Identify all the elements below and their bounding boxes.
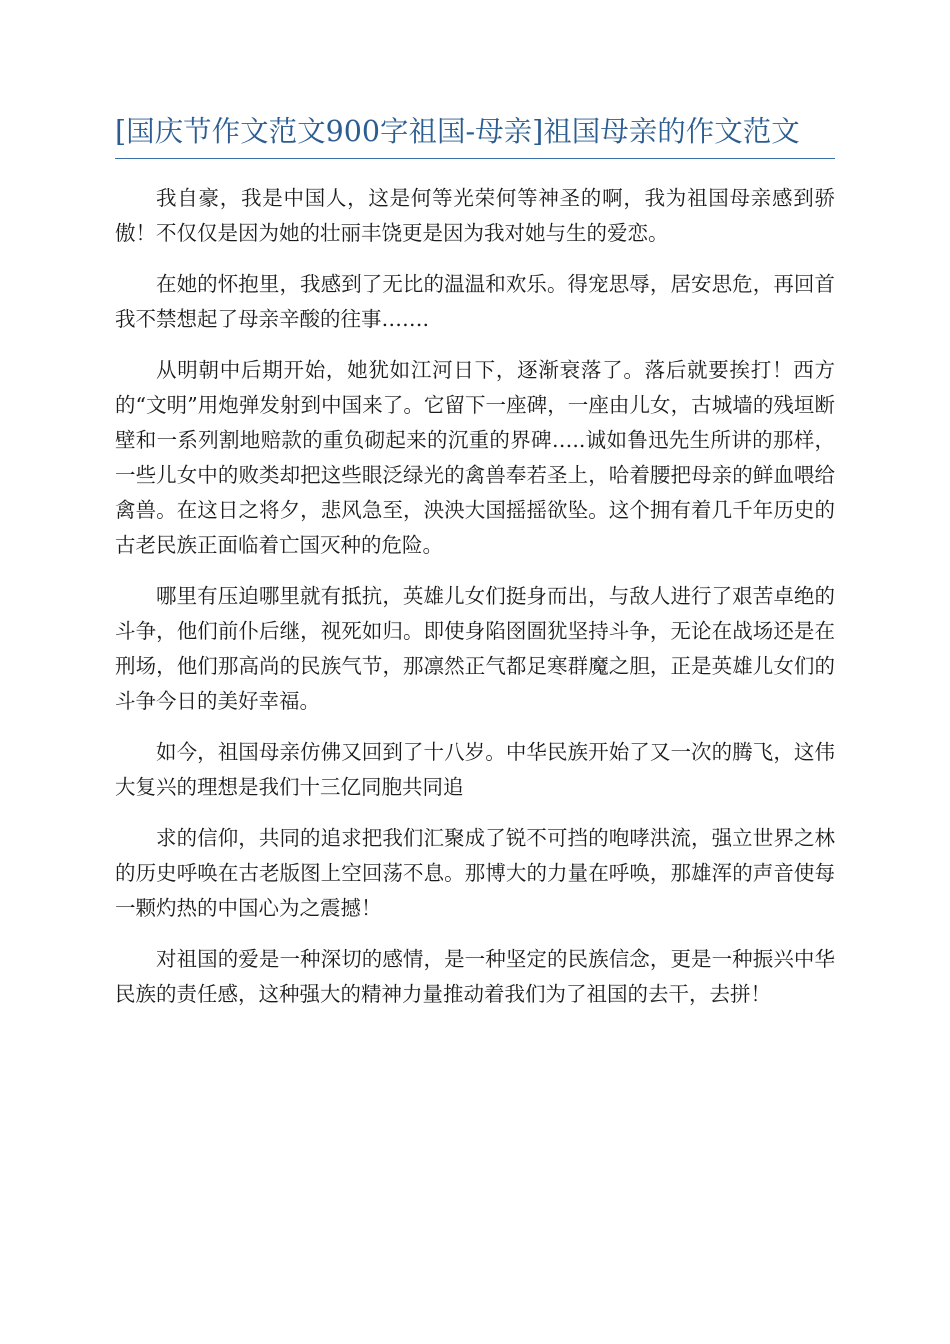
paragraph-4: 哪里有压迫哪里就有抵抗，英雄儿女们挺身而出，与敌人进行了艰苦卓绝的斗争，他们前仆后继，视死如归。即使身陷囹圄犹坚持斗争，无论在战场还是在刑场，他们那高尚的民族气节，那凛然正气都足寒群魔之胆，正是英雄儿女们的斗争今日的美好幸福。: [115, 584, 835, 713]
document-page: [115, 110, 835, 1028]
paragraph-1: 我自豪，我是中国人，这是何等光荣何等神圣的啊，我为祖国母亲感到骄傲！不仅仅是因为她的壮丽丰饶更是因为我对她与生的爱恋。: [115, 186, 835, 245]
paragraph-6: 求的信仰，共同的追求把我们汇聚成了锐不可挡的咆哮洪流，强立世界之林的历史呼唤在古老版图上空回荡不息。那博大的力量在呼唤，那雄浑的声音使每一颗灼热的中国心为之震撼！: [115, 826, 835, 920]
paragraph-2: 在她的怀抱里，我感到了无比的温温和欢乐。得宠思辱，居安思危，再回首我不禁想起了母亲辛酸的往事…….: [115, 272, 835, 331]
document-title: [国庆节作文范文900字祖国-母亲]祖国母亲的作文范文: [115, 110, 835, 159]
paragraph-3: 从明朝中后期开始，她犹如江河日下，逐渐衰落了。落后就要挨打！西方的“文明”用炮弹发射到中国来了。它留下一座碑，一座由儿女，古城墙的残垣断壁和一系列割地赔款的重负砌起来的沉重的界碑…..诚如鲁迅先生所讲的那样，一些儿女中的败类却把这些眼泛绿光的禽兽奉若圣上，哈着腰把母亲的鲜血喂给禽兽。在这日之将夕，悲风急至，泱泱大国摇摇欲坠。这个拥有着几千年历史的古老民族正面临着亡国灭种的危险。: [115, 358, 835, 557]
paragraph-7: 对祖国的爱是一种深切的感情，是一种坚定的民族信念，更是一种振兴中华民族的责任感，这种强大的精神力量推动着我们为了祖国的去干，去拼！: [115, 947, 835, 1006]
document-body: [115, 181, 835, 1012]
paragraph-5: 如今，祖国母亲仿佛又回到了十八岁。中华民族开始了又一次的腾飞，这伟大复兴的理想是我们十三亿同胞共同追: [115, 740, 835, 799]
